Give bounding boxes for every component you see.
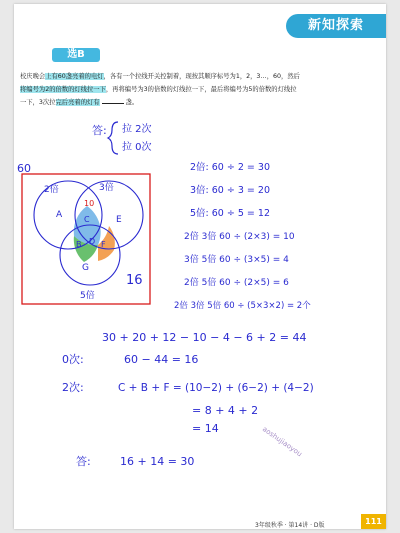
footer-text: 3年级秋季 · 第14讲 · D版	[255, 522, 325, 529]
region-e: E	[116, 215, 122, 225]
problem-line1-b: ，各有一个拉线开关控制着，现按其顺序标号为1，2，3…，60，然后	[103, 73, 300, 80]
label-2x: 2倍	[44, 185, 59, 195]
two-line-2: = 8 + 4 + 2	[192, 404, 259, 417]
region-g: G	[82, 263, 89, 273]
sum-line: 30 + 20 + 12 − 10 − 4 − 6 + 2 = 44	[102, 331, 307, 344]
region-f: F	[101, 240, 106, 249]
region-a: A	[56, 210, 63, 220]
region-c: C	[84, 215, 90, 224]
calc-line: 3倍: 60 ÷ 3 = 20	[190, 185, 270, 196]
calc-line: 2倍 3倍 60 ÷ (2×3) = 10	[184, 232, 295, 242]
calc-line: 2倍: 60 ÷ 2 = 30	[190, 162, 270, 173]
calc-line: 2倍 3倍 5倍 60 ÷ (5×3×2) = 2个	[174, 301, 311, 311]
venn-diagram	[17, 162, 150, 304]
region-c-count: 10	[84, 199, 95, 208]
venn-total: 60	[17, 162, 31, 175]
region-b: B	[76, 240, 82, 249]
calc-line: 5倍: 60 ÷ 5 = 12	[190, 208, 270, 219]
label-5x: 5倍	[80, 291, 95, 301]
zero-prefix: 0次:	[62, 353, 84, 366]
watermark: aoshujiaoyou	[260, 425, 304, 459]
outside-count: 16	[126, 273, 143, 288]
problem-line1-a: 校庆晚会	[20, 73, 46, 80]
label-3x: 3倍	[99, 183, 114, 193]
problem-highlight-3: 完后亮着的灯有	[55, 99, 100, 106]
banner-title: 新知探索	[307, 18, 364, 33]
two-line-3: = 14	[192, 422, 219, 435]
section-label: 选B	[52, 48, 100, 62]
problem-highlight-1: 上有60盏亮着的电灯	[45, 73, 104, 80]
brace-option-a: 拉 2次	[122, 124, 152, 135]
calc-line: 2倍 5倍 60 ÷ (2×5) = 6	[184, 278, 289, 288]
brace-option-b: 拉 0次	[122, 142, 152, 153]
calc-line: 3倍 5倍 60 ÷ (3×5) = 4	[184, 255, 289, 265]
multiples-calculations	[174, 161, 311, 311]
answer-brace	[108, 122, 118, 154]
region-d: D	[89, 237, 96, 246]
zero-line: 60 − 44 = 16	[124, 353, 199, 366]
final-prefix: 答:	[76, 455, 91, 468]
final-line: 16 + 14 = 30	[120, 455, 195, 468]
two-line: C + B + F = (10−2) + (6−2) + (4−2)	[118, 382, 314, 394]
problem-line3-b: 盏。	[125, 99, 139, 106]
problem-line2-b: ，再将编号为3的倍数的灯线拉一下，最后将编号为5的倍数的灯线拉	[105, 86, 297, 93]
problem-line3-a: 一下，3次拉	[20, 99, 56, 106]
two-prefix: 2次:	[62, 381, 84, 394]
problem-highlight-2: 将编号为2的倍数的灯线拉一下	[20, 86, 106, 93]
handwritten-solution	[14, 4, 386, 529]
page-number: 111	[361, 514, 386, 529]
answer-prefix: 答:	[92, 124, 107, 137]
